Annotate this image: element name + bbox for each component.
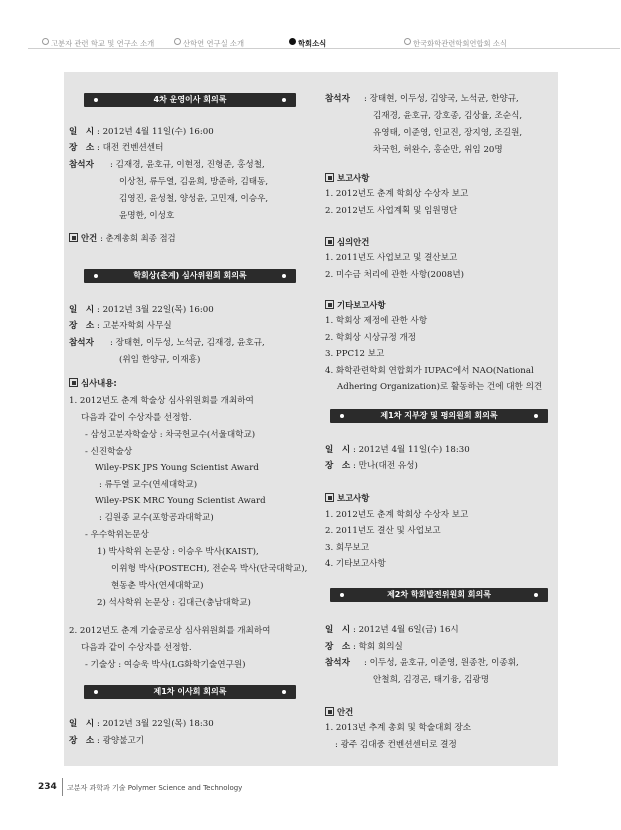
footer-divider [62, 778, 63, 796]
bullet-icon [94, 690, 98, 694]
bullet-icon [282, 274, 286, 278]
report-item: 2. 2011년도 결산 및 사업보고 [325, 526, 441, 536]
attendee-line: : 장태현, 이두성, 김양국, 노석균, 한양규, [364, 94, 519, 104]
section-header-board-meeting [84, 685, 296, 699]
attendee-line: : 김재경, 윤호규, 이현정, 진형준, 홍성철, [110, 160, 265, 170]
content-line: : 류두열 교수(연세대학교) [99, 480, 198, 490]
square-bullet-icon [325, 707, 334, 716]
square-bullet-icon [325, 237, 334, 246]
other-item: 1. 학회상 제정에 관한 사항 [325, 316, 428, 326]
place-row: 장 소 : 대전 컨벤션센터 [69, 143, 164, 153]
place-row: 장 소 : 만나(대전 유성) [325, 461, 418, 471]
content-line: - 삼성고분자학술상 : 차국헌교수(서울대학교) [85, 430, 256, 440]
bullet-icon [94, 274, 98, 278]
attendee-line: 윤명한, 이성호 [119, 211, 175, 221]
bullet-icon [340, 414, 344, 418]
section-header-development-committee [330, 588, 548, 602]
content-panel [64, 72, 558, 766]
report-item: 1. 2012년도 춘계 학회상 수상자 보고 [325, 510, 469, 520]
square-bullet-icon [325, 493, 334, 502]
content-line: 다음과 같이 수상자를 선정함. [81, 413, 192, 423]
date-row: 일 시 : 2012년 4월 11일(수) 18:30 [325, 445, 470, 455]
nav-item-schools[interactable] [42, 38, 154, 49]
attendee-line: : 이두성, 윤호규, 이준영, 원종찬, 이종휘, [364, 658, 519, 668]
content-line: 2) 석사학위 논문상 : 김대근(충남대학교) [97, 598, 251, 608]
report-item: 1. 2012년도 춘계 학회상 수상자 보고 [325, 189, 469, 199]
section-title: 제1차 지부장 및 평의원회 회의록 [380, 411, 498, 420]
attendees-label: 참석자 [69, 160, 94, 170]
report-heading: 보고사항 [325, 491, 369, 505]
bullet-icon [340, 593, 344, 597]
nav-item-label: 산학연 연구실 소개 [183, 39, 245, 48]
page-footer [0, 776, 621, 806]
other-item: Adhering Organization)로 활동하는 건에 대한 의견 [337, 382, 543, 392]
date-row: 일 시 : 2012년 4월 6일(금) 16시 [325, 625, 459, 635]
date-row: 일 시 : 2012년 4월 11일(수) 16:00 [69, 127, 214, 137]
review-heading: 심의안건 [325, 235, 369, 249]
nav-item-label: 학회소식 [298, 39, 327, 48]
review-item: 2. 미수금 처리에 관한 사항(2008년) [325, 270, 465, 280]
agenda-heading: 안건 : 춘계총회 최종 점검 [69, 231, 176, 245]
attendee-line: : 장태현, 이두성, 노석균, 김재경, 윤호규, [110, 338, 265, 348]
review-item: 1. 2011년도 사업보고 및 결산보고 [325, 253, 458, 263]
attendee-line: 차국헌, 허완수, 홍순만, 위임 20명 [373, 145, 503, 155]
nav-item-federation-news[interactable] [404, 38, 507, 49]
content-line: 이위형 박사(POSTECH), 전순옥 박사(단국대학교), [111, 564, 308, 574]
report-heading: 보고사항 [325, 171, 369, 185]
section-title: 4차 운영이사 회의록 [153, 95, 227, 104]
report-item: 4. 기타보고사항 [325, 559, 386, 569]
attendees-label: 참석자 [325, 658, 350, 668]
nav-item-labs[interactable] [174, 38, 244, 49]
attendee-line: 이상천, 류두열, 김윤희, 방준하, 김태동, [119, 177, 269, 187]
bullet-icon [282, 98, 286, 102]
agenda-item: 1. 2013년 추계 총회 및 학술대회 장소 [325, 723, 472, 733]
content-line: 2. 2012년도 춘계 기술공로상 심사위원회를 개최하여 [69, 626, 271, 636]
content-line: - 신진학술상 [85, 447, 133, 457]
attendee-line: 안철희, 김경곤, 태기융, 김광명 [373, 675, 490, 685]
circle-bullet-icon [42, 38, 49, 45]
section-title: 학회상(춘계) 심사위원회 회의록 [133, 271, 247, 280]
bullet-icon [282, 690, 286, 694]
square-bullet-icon [325, 300, 334, 309]
nav-item-society-news[interactable] [289, 38, 326, 49]
content-line: Wiley-PSK MRC Young Scientist Award [95, 496, 266, 506]
section-title: 제2차 학회발전위원회 회의록 [387, 590, 491, 599]
square-bullet-icon [69, 233, 78, 242]
attendee-line: 유영태, 이준영, 인교진, 장지영, 조길원, [373, 128, 523, 138]
nav-item-label: 한국화학관련학회연합회 소식 [413, 39, 507, 48]
report-item: 2. 2012년도 사업계획 및 임원명단 [325, 206, 458, 216]
section-header-award-committee [84, 269, 296, 283]
date-row: 일 시 : 2012년 3월 22일(목) 16:00 [69, 305, 214, 315]
content-line: : 김원종 교수(포항공과대학교) [99, 513, 214, 523]
attendee-line: 김영진, 윤성철, 양성윤, 고민재, 이승우, [119, 194, 269, 204]
place-row: 장 소 : 학회 회의실 [325, 642, 403, 652]
date-row: 일 시 : 2012년 3월 22일(목) 18:30 [69, 719, 214, 729]
content-line: 1. 2012년도 춘계 학술상 심사위원회를 개최하여 [69, 396, 254, 406]
other-item: 2. 학회상 시상규정 개정 [325, 333, 417, 343]
content-line: 다음과 같이 수상자를 선정함. [81, 643, 192, 653]
place-row: 장 소 : 고분자학회 사무실 [69, 321, 172, 331]
review-content-heading: 심사내용: [69, 376, 117, 390]
attendee-line: (위임 한양규, 이재흥) [119, 355, 201, 365]
top-navigation [0, 0, 621, 60]
journal-title: 고분자 과학과 기술 Polymer Science and Technology [67, 784, 243, 792]
content-line: 1) 박사학위 논문상 : 이승우 박사(KAIST), [97, 547, 259, 557]
circle-bullet-icon [174, 38, 181, 45]
section-header-operating-board [84, 93, 296, 107]
content-line: - 기술상 : 여승욱 박사(LG화학기술연구원) [85, 660, 246, 670]
content-line: - 우수학위논문상 [85, 530, 149, 540]
content-line: 현동춘 박사(연세대학교) [111, 581, 204, 591]
place-row: 장 소 : 광양불고기 [69, 736, 145, 746]
other-item: 4. 화학관련학회 연합회가 IUPAC에서 NAO(National [325, 366, 534, 376]
agenda-heading: 안건 [325, 705, 353, 719]
square-bullet-icon [69, 378, 78, 387]
content-line: Wiley-PSK JPS Young Scientist Award [95, 463, 259, 473]
circle-bullet-icon [289, 38, 296, 45]
report-item: 3. 회무보고 [325, 543, 370, 553]
other-report-heading: 기타보고사항 [325, 298, 386, 312]
bullet-icon [534, 414, 538, 418]
nav-item-label: 고분자 관련 학교 및 연구소 소개 [51, 39, 155, 48]
other-item: 3. PPC12 보고 [325, 349, 385, 359]
section-title: 제1차 이사회 회의록 [153, 687, 227, 696]
square-bullet-icon [325, 173, 334, 182]
agenda-item: : 광주 김대중 컨벤션센터로 결정 [335, 740, 457, 750]
page-number: 234 [38, 782, 57, 792]
attendees-label: 참석자 [69, 338, 94, 348]
bullet-icon [94, 98, 98, 102]
attendee-line: 김재경, 윤호규, 강호종, 김상율, 조순식, [373, 111, 523, 121]
circle-bullet-icon [404, 38, 411, 45]
section-header-branch-council [330, 409, 548, 423]
bullet-icon [534, 593, 538, 597]
attendees-label: 참석자 [325, 94, 350, 104]
